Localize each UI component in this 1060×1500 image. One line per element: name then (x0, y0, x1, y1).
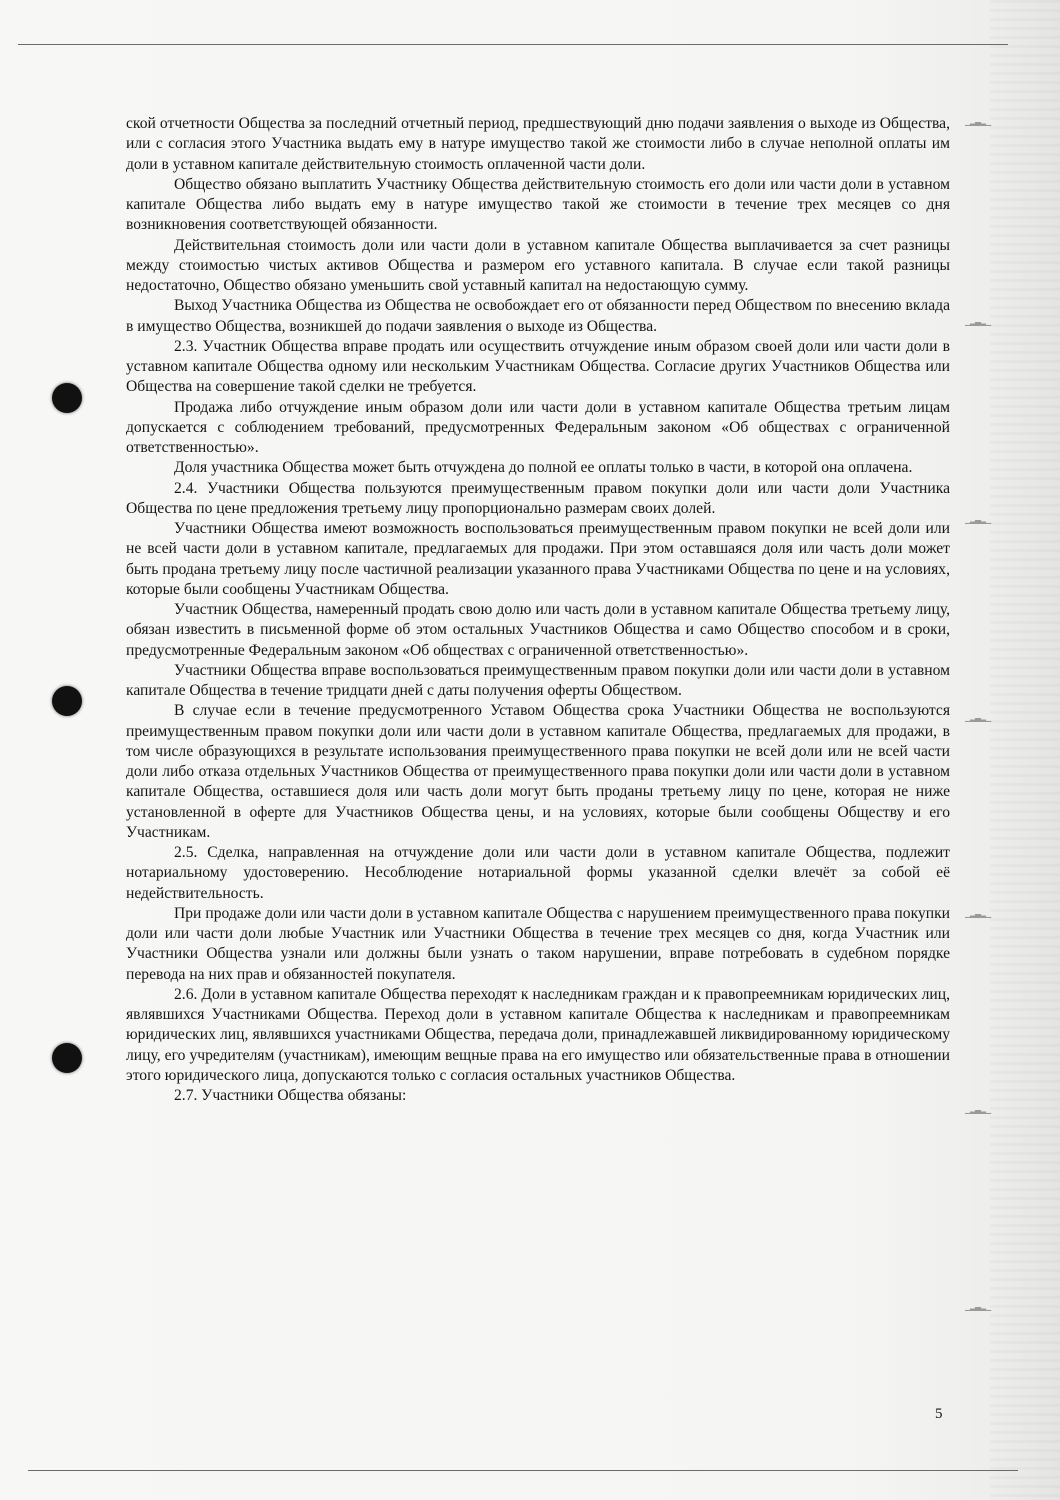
scan-edge-mark-icon: ▁▂▃▂▁ (965, 1106, 991, 1114)
paragraph: Участник Общества, намеренный продать свою долю или часть доли в уставном капитале Общества третьему лицу, обязан известить в письменной форме об этом остальных Участников Общества и само Общество способом и в сроки, предусмотренные Федеральным законом «Об обществах с ограниченной ответственностью». (126, 601, 950, 659)
paragraph: Общество обязано выплатить Участнику Общества действительную стоимость его доли или части доли в уставном капитале Общества либо выдать ему в натуре имущество такой же стоимости в течение трех месяцев со дня возникновения соответствующей обязанности. (126, 175, 950, 234)
paragraph: 2.6. Доли в уставном капитале Общества переходят к наследникам граждан и к правопреемникам юридических лиц, являвшихся Участниками Общества. Переход доли в уставном капитале Общества к наследникам и правопреемникам юридических лиц, являвшихся участниками Общества, передача доли, принадлежавшей ликвидированному юридическому лицу, его учредителям (участникам), имеющим вещные права на его имущество или обязательственные права в отношении этого юридического лица, допускаются только с согласия остальных участников Общества. (126, 985, 950, 1084)
paragraph: Доля участника Общества может быть отчуждена до полной ее оплаты только в части, в которой она оплачена. (174, 459, 913, 477)
scan-edge-shadow (990, 0, 1060, 1500)
paragraph: При продаже доли или части доли в уставном капитале Общества с нарушением преимущественного права покупки доли или части доли любые Участник или Участники Общества в течение трех месяцев со дня, когда Участник или Участники Общества узнали или должны были узнать о таком нарушении, вправе потребовать в судебном порядке перевода на них прав и обязанностей покупателя. (126, 904, 950, 983)
scan-edge-mark-icon: ▁▂▃▂▁ (965, 516, 991, 524)
paragraph: 2.7. Участники Общества обязаны: (174, 1087, 407, 1104)
paragraph: Продажа либо отчуждение иным образом доли или части доли в уставном капитале Общества третьим лицам допускается с соблюдением требований, предусмотренных Федеральным законом «Об обществах с ограниченной ответственностью». (126, 398, 950, 456)
paragraph: ской отчетности Общества за последний отчетный период, предшествующий дню подачи заявления о выходе из Общества, или с согласия этого Участника выдать ему в натуре имущество такой же стоимости либо в случае неполной оплаты им доли в уставном капитале действительную стоимость оплаченной части доли. (126, 115, 950, 173)
paragraph: Выход Участника Общества из Общества не освобождает его от обязанности перед Обществом по внесению вклада в имущество Общества, возникшей до подачи заявления о выходе из Общества. (126, 297, 950, 335)
scan-edge-mark-icon: ▁▂▃▂▁ (965, 1303, 991, 1311)
document-body (126, 114, 950, 1106)
paragraph: Действительная стоимость доли или части доли в уставном капитале Общества выплачивается за счет разницы между стоимостью чистых активов Общества и размером его уставного капитала. В случае если такой разницы недостаточно, Общество обязано уменьшить свой уставный капитал на недостающую сумму. (126, 236, 950, 294)
scan-edge-mark-icon: ▁▂▃▂▁ (965, 118, 991, 126)
punch-hole-icon (52, 686, 82, 716)
scan-edge-mark-icon: ▁▂▃▂▁ (965, 910, 991, 918)
bottom-rule (28, 1470, 1018, 1471)
paragraph: Участники Общества имеют возможность воспользоваться преимущественным правом покупки не всей доли или не всей части доли в уставном капитале, предлагаемых для продажи. При этом оставшаяся доля или часть доли может быть продана третьему лицу после частичной реализации указанного права Участниками Общества по цене и на условиях, которые были сообщены Участникам Общества. (126, 520, 950, 598)
paragraph: Участники Общества вправе воспользоваться преимущественным правом покупки доли или части доли в уставном капитале Общества в течение тридцати дней с даты получения оферты Обществом. (126, 661, 950, 699)
page-number: 5 (935, 1406, 943, 1422)
paragraph: 2.4. Участники Общества пользуются преимущественным правом покупки доли или части доли Участника Общества по цене предложения третьему лицу пропорционально размерам своих долей. (126, 479, 950, 517)
top-rule (18, 44, 1008, 45)
scan-edge-mark-icon: ▁▂▃▂▁ (965, 714, 991, 722)
scan-edge-mark-icon: ▁▂▃▂▁ (965, 318, 991, 326)
punch-hole-icon (52, 1043, 82, 1073)
punch-hole-icon (52, 383, 82, 413)
paragraph: 2.3. Участник Общества вправе продать или осуществить отчуждение иным образом своей доли или части доли в уставном капитале Общества одному или нескольким Участникам Общества. Согласие других Участников Общества или Общества на совершение такой сделки не требуется. (126, 337, 950, 396)
paragraph: В случае если в течение предусмотренного Уставом Общества срока Участники Общества не воспользуются преимущественным правом покупки доли или части доли в уставном капитале Общества, предлагаемых для продажи, в том числе образующихся в результате использования преимущественного права покупки не всей доли или не всей части доли либо отказа отдельных Участников Общества от преимущественного права покупки доли или части доли в уставном капитале Общества, оставшиеся доля или часть доли могут быть проданы третьему лицу по цене, которая не ниже установленной в оферте для Участников Общества цены, и на условиях, которые были сообщены Обществу и его Участникам. (126, 702, 950, 841)
paragraph: 2.5. Сделка, направленная на отчуждение доли или части доли в уставном капитале Общества, подлежит нотариальному удостоверению. Несоблюдение нотариальной формы указанной сделки влечёт за собой её недействительность. (126, 844, 950, 902)
